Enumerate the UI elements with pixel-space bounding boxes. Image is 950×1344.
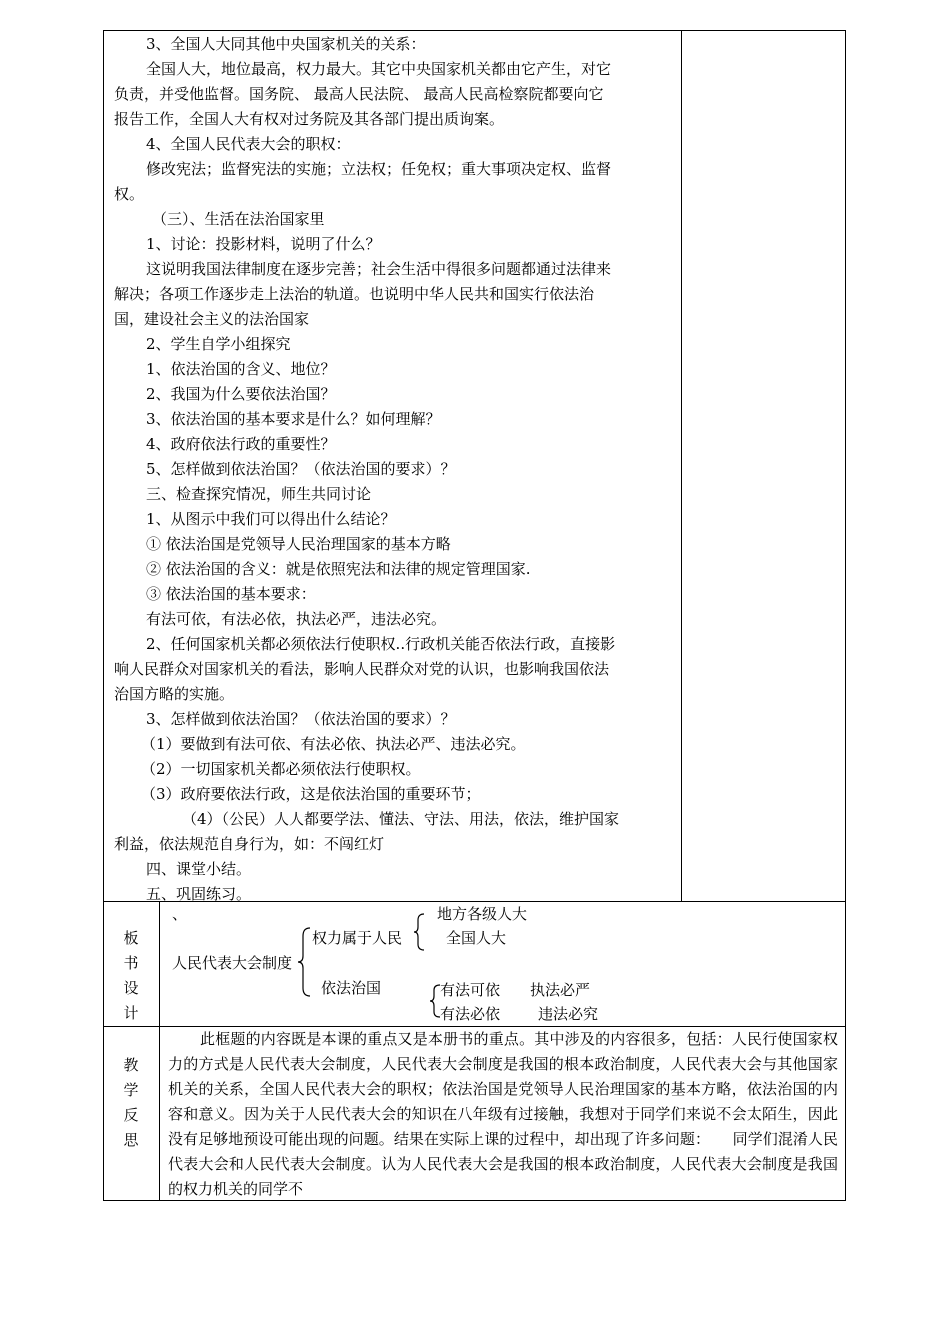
content-line: （4）（公民）人人都要学法、懂法、守法、用法，依法，维护国家 — [182, 810, 620, 828]
leaf-strict-enforcement: 执法必严 — [530, 981, 591, 999]
content-line: 四、课堂小结。 — [146, 860, 252, 878]
reflection-text: 此框题的内容既是本课的重点又是本册书的重点。其中涉及的内容很多，包括：人民行使国家权力的方式是人民代表大会制度，人民代表大会制度是我国的根本政治制度，人民代表大会与其他国家机关的关系，全国人民代表大会的职权；依法治国是党领导人民治理国家的基本方略，依法治国的内容和意义。因为关于人民代表大会的知识在八年级有过接触，我想对于同学们来说不会太陌生，因此没有足够地预设可能出现的问题。结果在实际上课的过程中，却出现了许多问题： 同学们混淆人民代表大会和人民代表大会制度。认为人民代表大会是我国的根本政治制度，人民代表大会制度是我国的权力机关的同学不 — [168, 1030, 838, 1198]
leaf-law-exists: 有法可依 — [440, 981, 501, 999]
label-char: 书 — [123, 954, 139, 972]
content-line: （3）政府要依法行政，这是依法治国的重要环节； — [141, 785, 481, 803]
content-line: 1、讨论：投影材料，说明了什么？ — [146, 235, 381, 253]
content-line: 4、政府依法行政的重要性？ — [146, 435, 336, 453]
leaf-local-congress: 地方各级人大 — [437, 905, 528, 923]
table-right-border — [845, 30, 846, 1201]
content-line: 4、全国人民代表大会的职权： — [146, 135, 351, 153]
label-char: 设 — [123, 979, 139, 997]
content-line: 2、学生自学小组探究 — [146, 335, 291, 353]
content-line: 2、任何国家机关都必须依法行使职权..行政机关能否依法行政，直接影 — [146, 635, 616, 653]
content-line: 3、依法治国的基本要求是什么？如何理解？ — [146, 410, 441, 428]
content-line: 1、从图示中我们可以得出什么结论？ — [146, 510, 396, 528]
content-line: 报告工作，全国人大有权对过务院及其各部门提出质询案。 — [114, 110, 505, 128]
content-line: 解决；各项工作逐步走上法治的轨道。也说明中华人民共和国实行依法治 — [114, 285, 595, 303]
leaf-violations-punished: 违法必究 — [538, 1005, 599, 1023]
content-line: 2、我国为什么要依法治国？ — [146, 385, 336, 403]
label-column-divider — [159, 901, 160, 1201]
content-line: 响人民群众对国家机关的看法，影响人民群众对党的认识，也影响我国依法 — [114, 660, 610, 678]
content-line: ① 依法治国是党领导人民治理国家的基本方略 — [146, 535, 451, 553]
content-line: 全国人大，地位最高，权力最大。其它中央国家机关都由它产生，对它 — [146, 60, 612, 78]
content-line: 这说明我国法律制度在逐步完善；社会生活中得很多问题都通过法律来 — [146, 260, 612, 278]
content-line: ③ 依法治国的基本要求： — [146, 585, 316, 603]
reflection-label — [103, 1053, 159, 1153]
content-line: 负责，并受他监督。国务院、 最高人民法院、 最高人民高检察院都要向它 — [114, 85, 604, 103]
power-brace — [412, 912, 426, 952]
content-line: 1、依法治国的含义、地位？ — [146, 360, 336, 378]
content-line: 权。 — [114, 185, 145, 203]
content-line: 国，建设社会主义的法治国家 — [114, 310, 310, 328]
content-line: 5、怎样做到依法治国？（依法治国的要求）？ — [146, 460, 456, 478]
leaf-law-followed: 有法必依 — [440, 1005, 501, 1023]
content-line: 治国方略的实施。 — [114, 685, 235, 703]
content-line: 3、全国人大同其他中央国家机关的关系： — [146, 35, 426, 53]
root-brace — [296, 926, 312, 998]
content-line: 3、怎样做到依法治国？（依法治国的要求）？ — [146, 710, 456, 728]
label-char: 计 — [123, 1004, 139, 1022]
content-line: （1）要做到有法可依、有法必依、执法必严、违法必究。 — [141, 735, 526, 753]
branch-power-node: 权力属于人民 — [312, 929, 403, 947]
content-line: 五、巩固练习。 — [146, 885, 252, 903]
label-char: 教 — [123, 1056, 139, 1074]
content-line: 有法可依，有法必依，执法必严，违法必究。 — [146, 610, 447, 628]
content-line: ② 依法治国的含义：就是依照宪法和法律的规定管理国家. — [146, 560, 531, 578]
label-char: 思 — [123, 1131, 139, 1149]
content-line: 三、检查探究情况，师生共同讨论 — [146, 485, 372, 503]
label-char: 学 — [123, 1081, 139, 1099]
table-top-border — [103, 30, 846, 31]
label-char: 板 — [123, 929, 139, 947]
label-char: 反 — [123, 1106, 139, 1124]
content-line: 利益，依法规范自身行为，如：不闯红灯 — [114, 835, 385, 853]
content-line: （三）、生活在法治国家里 — [152, 210, 325, 228]
branch-rule-of-law-node: 依法治国 — [321, 979, 382, 997]
leaf-national-congress: 全国人大 — [446, 929, 507, 947]
upper-notes-column-divider — [681, 30, 682, 902]
content-line: 修改宪法；监督宪法的实施；立法权；任免权；重大事项决定权、监督 — [146, 160, 612, 178]
board-design-label — [103, 926, 159, 1026]
content-line: （2）一切国家机关都必须依法行使职权。 — [141, 760, 421, 778]
board-mark: 、 — [172, 905, 188, 923]
board-root-node: 人民代表大会制度 — [172, 954, 293, 972]
